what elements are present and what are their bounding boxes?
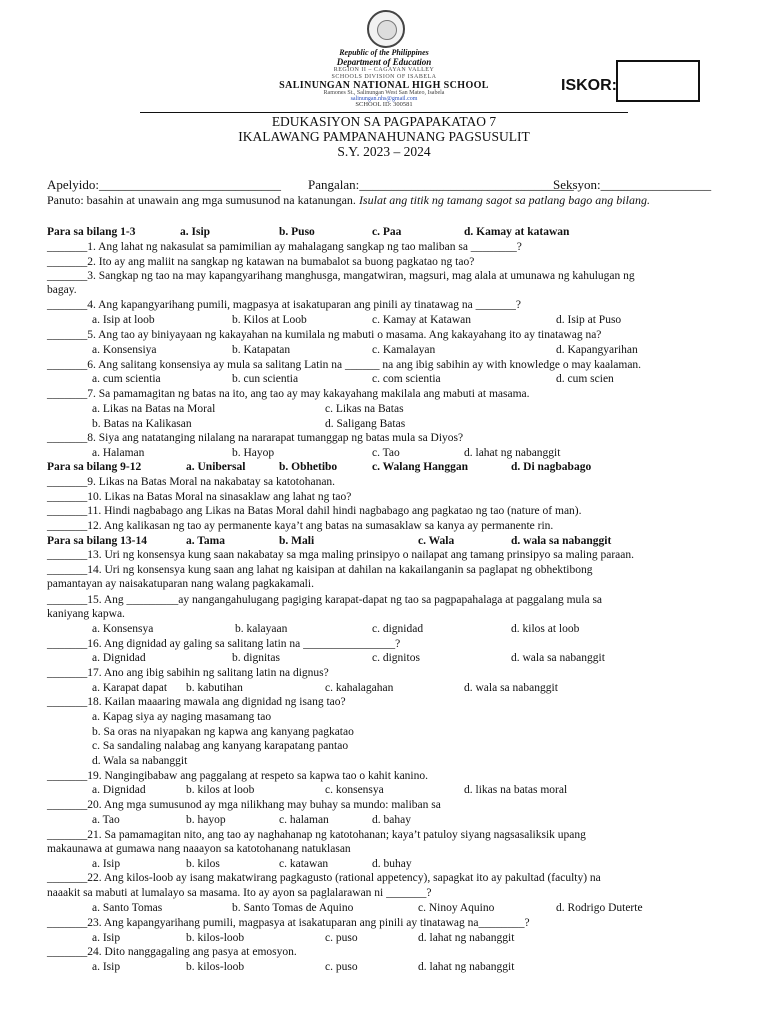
q24-option-d: d. lahat ng nabanggit — [418, 961, 515, 973]
q4-option-d: d. Isip at Puso — [556, 314, 622, 326]
q24-option-a: a. Isip — [92, 961, 121, 973]
q8-option-a: a. Halaman — [92, 447, 145, 459]
q15-option-d: d. kilos at loob — [511, 623, 580, 635]
question-22[interactable]: _______22. Ang kilos-loob ay isang makatwirang pagkagusto (rational appetency), sapagkat ito ay pakultad (faculty) na — [47, 872, 601, 884]
section-2-choice-c: c. Walang Hanggan — [372, 461, 468, 473]
school-email: salinungan.nhs@gmail.com — [350, 96, 418, 102]
question-15[interactable]: _______15. Ang _________ay nangangahulugang pagiging karapat-dapat ng tao sa pagpapahalaga at paggalang mula sa — [47, 594, 603, 606]
question-4[interactable]: _______4. Ang kapangyarihang pumili, magpasya at isakatuparan ang pinili ay tinatawag na _______? — [47, 299, 521, 311]
section-2-label: Para sa bilang 9-12 — [47, 461, 142, 473]
q23-option-d: d. lahat ng nabanggit — [418, 932, 515, 944]
question-19[interactable]: _______19. Nangingibabaw ang paggalang at respeto sa kapwa tao o kahit kanino. — [47, 770, 428, 782]
question-18[interactable]: _______18. Kailan maaaring mawala ang dignidad ng isang tao? — [47, 696, 346, 708]
question-16[interactable]: _______16. Ang dignidad ay galing sa salitang latin na ________________? — [47, 638, 401, 650]
question-14-cont: pamantayan ay naisakatuparan nang walang pagkakamali. — [47, 578, 314, 590]
school-name: SALINUNGAN NATIONAL HIGH SCHOOL — [279, 80, 489, 91]
instructions — [47, 193, 650, 208]
q17-option-c: c. kahalagahan — [325, 682, 394, 694]
question-22-cont: naaakit sa mabuti at lumalayo sa masama. Ito ay ayon sa paglalarawan ni _______? — [47, 887, 432, 899]
question-13[interactable]: _______13. Uri ng konsensya kung saan nakabatay sa mga maling prinsipyo o nailapat ang tamang prinsipyo sa maling paraan. — [47, 549, 635, 561]
q22-option-b: b. Santo Tomas de Aquino — [232, 902, 354, 914]
q21-option-b: b. kilos — [186, 858, 220, 870]
section-2-choice-a: a. Unibersal — [186, 461, 246, 473]
q20-option-d: d. bahay — [372, 814, 411, 826]
q16-option-d: d. wala sa nabanggit — [511, 652, 605, 664]
question-9[interactable]: _______9. Likas na Batas Moral na nakabatay sa katotohanan. — [47, 476, 336, 488]
q16-option-a: a. Dignidad — [92, 652, 146, 664]
section-1-choice-a: a. Isip — [180, 226, 211, 238]
q7-option-c: c. Likas na Batas — [325, 403, 404, 415]
q15-option-b: b. kalayaan — [235, 623, 288, 635]
q16-option-c: c. dignitos — [372, 652, 420, 664]
q19-option-b: b. kilos at loob — [186, 784, 255, 796]
q8-option-b: b. Hayop — [232, 447, 275, 459]
question-11[interactable]: _______11. Hindi nagbabago ang Likas na Batas Moral dahil hindi nagbabago ang pagkatao ng tao (nature of man). — [47, 505, 582, 517]
q23-option-c: c. puso — [325, 932, 358, 944]
q18-option-a: a. Kapag siya ay naging masamang tao — [92, 711, 272, 723]
q16-option-b: b. dignitas — [232, 652, 280, 664]
question-8[interactable]: _______8. Siya ang natatanging nilalang na nararapat tumanggap ng batas mula sa Diyos? — [47, 432, 464, 444]
q15-option-a: a. Konsensya — [92, 623, 154, 635]
q4-option-b: b. Kilos at Loob — [232, 314, 307, 326]
deped-seal-logo — [367, 10, 405, 48]
section-3-choice-d: d. wala sa nabanggit — [511, 535, 612, 547]
question-2[interactable]: _______2. Ito ay ang maliit na sangkap ng katawan na bumabalot sa buong pagkatao ng tao? — [47, 256, 475, 268]
question-3[interactable]: _______3. Sangkap ng tao na may kapangyarihang manghusga, mangatwiran, magsuri, mag alala at umunawa ng kahulugan ng — [47, 270, 635, 282]
subject-title: EDUKASIYON SA PAGPAPAKATAO 7 — [271, 114, 497, 129]
division-text: SCHOOLS DIVISION OF ISABELA — [331, 74, 437, 80]
question-24[interactable]: _______24. Dito nanggagaling ang pasya at emosyon. — [47, 946, 297, 958]
apelyido-field[interactable]: Apelyido:____________________________ — [47, 177, 281, 192]
exam-title: IKALAWANG PAMPANAHUNANG PAGSUSULIT — [238, 129, 530, 144]
q8-option-c: c. Tao — [372, 447, 400, 459]
q20-option-c: c. halaman — [279, 814, 329, 826]
q22-option-a: a. Santo Tomas — [92, 902, 163, 914]
q19-option-c: c. konsensya — [325, 784, 384, 796]
q17-option-d: d. wala sa nabanggit — [464, 682, 558, 694]
q18-option-c: c. Sa sandaling nalabag ang kanyang karapatang pantao — [92, 740, 349, 752]
q18-option-b: b. Sa oras na niyapakan ng kapwa ang kanyang pagkatao — [92, 726, 354, 738]
school-id: SCHOOL ID: 300581 — [355, 101, 413, 108]
header-divider — [140, 112, 628, 113]
section-1-label: Para sa bilang 1-3 — [47, 226, 136, 238]
republic-text: Republic of the Philippines — [339, 48, 429, 57]
pangalan-field[interactable]: Pangalan:_________________________________ — [308, 177, 574, 192]
department-text: Department of Education — [336, 57, 432, 67]
q4-option-c: c. Kamay at Katawan — [372, 314, 471, 326]
q18-option-d: d. Wala sa nabanggit — [92, 755, 188, 767]
q6-option-c: c. com scientia — [372, 373, 441, 385]
q5-option-a: a. Konsensiya — [92, 344, 157, 356]
question-12[interactable]: _______12. Ang kalikasan ng tao ay permanente kaya’t ang batas na sumasaklaw sa kanya ay permanente rin. — [47, 520, 554, 532]
q20-option-b: b. hayop — [186, 814, 226, 826]
iskor-box — [616, 60, 700, 102]
q4-option-a: a. Isip at loob — [92, 314, 155, 326]
section-1-choice-d: d. Kamay at katawan — [464, 226, 570, 238]
q5-option-b: b. Katapatan — [232, 344, 291, 356]
q22-option-d: d. Rodrigo Duterte — [556, 902, 643, 914]
instructions-italic: Isulat ang titik ng tamang sagot sa patlang bago ang bilang. — [358, 193, 650, 207]
q21-option-a: a. Isip — [92, 858, 121, 870]
q19-option-a: a. Dignidad — [92, 784, 146, 796]
question-6[interactable]: _______6. Ang salitang konsensiya ay mula sa salitang Latin na ______ na ang ibig sabihin ay with knowledge o may kaalaman. — [47, 359, 642, 371]
question-23[interactable]: _______23. Ang kapangyarihang pumili, magpasya at isakatuparan ang pinili ay tinatawag na________? — [47, 917, 530, 929]
q5-option-c: c. Kamalayan — [372, 344, 436, 356]
school-address: Ramones St., Salinungan West San Mateo, Isabela — [323, 90, 445, 96]
q23-option-b: b. kilos-loob — [186, 932, 245, 944]
q7-option-b: b. Batas na Kalikasan — [92, 418, 192, 430]
school-year: S.Y. 2023 – 2024 — [337, 144, 431, 159]
question-1[interactable]: _______1. Ang lahat ng nakasulat sa pamimilian ay mahalagang sangkap ng tao maliban sa ________? — [47, 241, 522, 253]
q21-option-c: c. katawan — [279, 858, 329, 870]
q24-option-b: b. kilos-loob — [186, 961, 245, 973]
question-15-cont: kaniyang kapwa. — [47, 608, 125, 620]
q7-option-a: a. Likas na Batas na Moral — [92, 403, 216, 415]
question-3-cont: bagay. — [47, 284, 77, 296]
q6-option-b: b. cun scientia — [232, 373, 299, 385]
section-3-choice-b: b. Mali — [279, 535, 315, 547]
question-20[interactable]: _______20. Ang mga sumusunod ay mga nilikhang may buhay sa mundo: maliban sa — [47, 799, 441, 811]
section-3-choice-a: a. Tama — [186, 535, 225, 547]
question-21[interactable]: _______21. Sa pamamagitan nito, ang tao ay naghahanap ng katotohanan; kaya’t patuloy siyang nagsasaliksik upang — [47, 829, 586, 841]
section-1-choice-c: c. Paa — [372, 226, 402, 238]
question-10[interactable]: _______10. Likas na Batas Moral na sinasaklaw ang lahat ng tao? — [47, 491, 352, 503]
q24-option-c: c. puso — [325, 961, 358, 973]
question-5[interactable]: _______5. Ang tao ay biniyayaan ng kakayahan na kumilala ng mabuti o masama. Ang kakayahang ito ay tinatawag na? — [47, 329, 602, 341]
section-3-label: Para sa bilang 13-14 — [47, 535, 147, 547]
question-7[interactable]: _______7. Sa pamamagitan ng batas na ito, ang tao ay may kakayahang makilala ang mabuti at masama. — [47, 388, 530, 400]
section-3-choice-c: c. Wala — [418, 535, 455, 547]
q17-option-b: b. kabutihan — [186, 682, 243, 694]
q6-option-a: a. cum scientia — [92, 373, 161, 385]
seksyon-field[interactable]: Seksyon:_________________ — [553, 177, 712, 192]
q8-option-d: d. lahat ng nabanggit — [464, 447, 561, 459]
instructions-plain: Panuto: basahin at unawain ang mga sumusunod na katanungan. — [47, 193, 359, 207]
q7-option-d: d. Saligang Batas — [325, 418, 406, 430]
q22-option-c: c. Ninoy Aquino — [418, 902, 495, 914]
section-2-choice-d: d. Di nagbabago — [511, 461, 592, 473]
section-2-choice-b: b. Obhetibo — [279, 461, 338, 473]
question-14[interactable]: _______14. Uri ng konsensya kung saan ang lahat ng kaisipan at dahilan na kakailanganin sa paglapat ng obhektibong — [47, 564, 593, 576]
q17-option-a: a. Karapat dapat — [92, 682, 168, 694]
section-1-choice-b: b. Puso — [279, 226, 315, 238]
question-21-cont: makaunawa at gumawa nang naaayon sa katotohanang natuklasan — [47, 843, 351, 855]
q15-option-c: c. dignidad — [372, 623, 424, 635]
q5-option-d: d. Kapangyarihan — [556, 344, 638, 356]
iskor-label: ISKOR: — [561, 77, 617, 94]
q19-option-d: d. likas na batas moral — [464, 784, 568, 796]
region-text: REGION II – CAGAYAN VALLEY — [333, 67, 435, 73]
q20-option-a: a. Tao — [92, 814, 120, 826]
question-17[interactable]: _______17. Ano ang ibig sabihin ng salitang latin na dignus? — [47, 667, 329, 679]
q6-option-d: d. cum scien — [556, 373, 614, 385]
q21-option-d: d. buhay — [372, 858, 412, 870]
q23-option-a: a. Isip — [92, 932, 121, 944]
